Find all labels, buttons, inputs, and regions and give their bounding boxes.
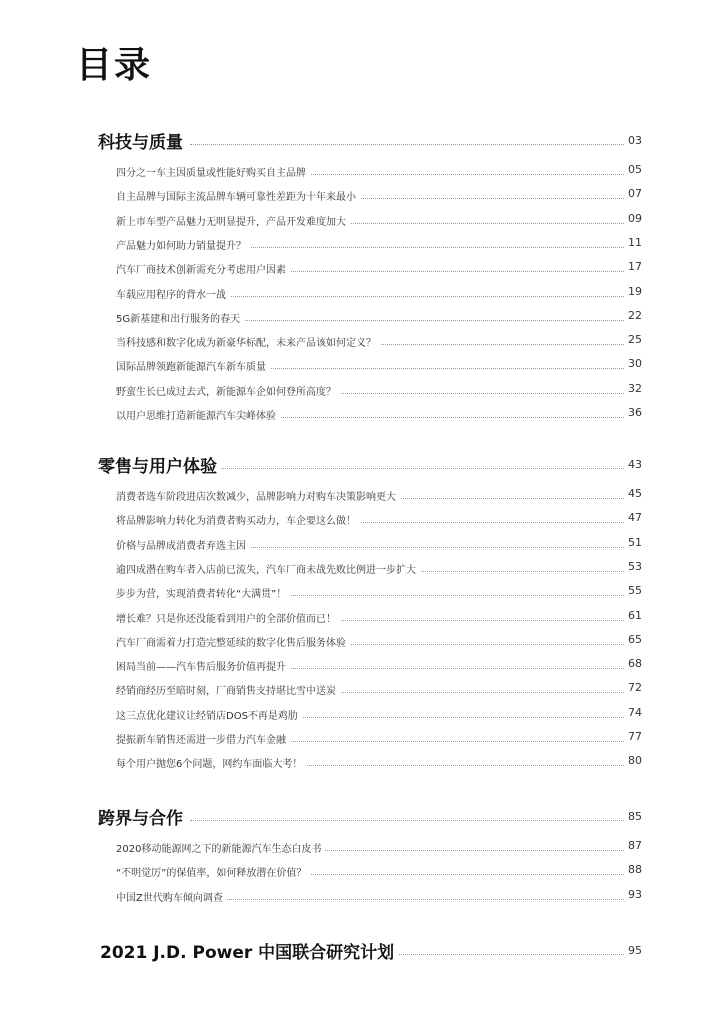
page-number: 65 xyxy=(624,633,642,646)
page-number: 11 xyxy=(624,236,642,249)
page-number: 74 xyxy=(624,706,642,719)
toc-entry[interactable] xyxy=(0,559,724,579)
toc-entry-title: 汽车厂商需着力打造完整延续的数字化售后服务体验 xyxy=(116,634,350,649)
toc-entry[interactable] xyxy=(0,583,724,603)
toc-entry[interactable] xyxy=(0,235,724,255)
page-number: 07 xyxy=(624,187,642,200)
toc-entry-title: “不明觉厉”的保值率，如何释放潜在价值？ xyxy=(116,864,310,879)
toc-entry[interactable] xyxy=(0,632,724,652)
page-number: 68 xyxy=(624,657,642,670)
page-number: 47 xyxy=(624,511,642,524)
toc-entry-title: 经销商经历至暗时刻，厂商销售支持堪比雪中送炭 xyxy=(116,682,340,697)
page-number: 55 xyxy=(624,584,642,597)
page-number: 32 xyxy=(624,382,642,395)
dot-leader xyxy=(200,547,638,548)
page-number: 80 xyxy=(624,754,642,767)
page-number: 51 xyxy=(624,536,642,549)
toc-entry[interactable] xyxy=(0,510,724,530)
toc-entry[interactable] xyxy=(0,656,724,676)
toc-entry-title: 四分之一车主因质量或性能好购买自主品牌 xyxy=(116,164,310,179)
page-number: 95 xyxy=(624,944,642,957)
page-number: 43 xyxy=(624,458,642,471)
page-number: 36 xyxy=(624,406,642,419)
toc-section-title: 跨界与合作 xyxy=(98,804,187,829)
toc-entry-title: 中国Z世代购车倾向调查 xyxy=(116,889,227,904)
page-number: 05 xyxy=(624,163,642,176)
toc-entry[interactable] xyxy=(0,162,724,182)
page-number: 93 xyxy=(624,888,642,901)
dot-leader xyxy=(200,296,638,297)
page-number: 88 xyxy=(624,863,642,876)
page-title: 目录 xyxy=(76,45,153,86)
toc-entry[interactable] xyxy=(0,186,724,206)
toc-entry-title: 车载应用程序的背水一战 xyxy=(116,286,230,301)
page-number: 30 xyxy=(624,357,642,370)
page-number: 85 xyxy=(624,810,642,823)
toc-entry[interactable] xyxy=(0,608,724,628)
toc-section[interactable] xyxy=(0,938,724,963)
page-number: 25 xyxy=(624,333,642,346)
toc-entry-title: 步步为营，实现消费者转化“大满贯”！ xyxy=(116,585,290,600)
toc-entry-title: 消费者选车阶段进店次数减少，品牌影响力对购车决策影响更大 xyxy=(116,488,400,503)
toc-section-title: 科技与质量 xyxy=(98,128,187,153)
page-number: 19 xyxy=(624,285,642,298)
page-number: 72 xyxy=(624,681,642,694)
dot-leader xyxy=(390,954,638,955)
page-number: 45 xyxy=(624,487,642,500)
toc-entry-title: 产品魅力如何助力销量提升？ xyxy=(116,237,250,252)
toc-entry-title: 每个用户抛您6个问题，网约车面临大考！ xyxy=(116,755,306,770)
toc-entry[interactable] xyxy=(0,308,724,328)
page-number: 61 xyxy=(624,609,642,622)
dot-leader xyxy=(200,320,638,321)
toc-entry-title: 国际品牌领跑新能源汽车新车质量 xyxy=(116,358,270,373)
toc-entry-title: 价格与品牌成消费者弃选主因 xyxy=(116,537,250,552)
toc-entry[interactable] xyxy=(0,259,724,279)
toc-entry[interactable] xyxy=(0,405,724,425)
toc-entry-title: 逾四成潜在购车者入店前已流失，汽车厂商未战先败比例进一步扩大 xyxy=(116,561,420,576)
toc-section-title: 2021 J.D. Power 中国联合研究计划 xyxy=(100,938,398,963)
toc-entry-title: 当科技感和数字化成为新豪华标配，未来产品该如何定义？ xyxy=(116,334,380,349)
toc-entry[interactable] xyxy=(0,381,724,401)
page-number: 03 xyxy=(624,134,642,147)
toc-entry[interactable] xyxy=(0,705,724,725)
toc-entry[interactable] xyxy=(0,862,724,882)
dot-leader xyxy=(190,820,638,821)
toc-entry-title: 自主品牌与国际主流品牌车辆可靠性差距为十年来最小 xyxy=(116,188,360,203)
page-number: 09 xyxy=(624,212,642,225)
toc-entry[interactable] xyxy=(0,486,724,506)
toc-entry-title: 新上市车型产品魅力无明显提升，产品开发难度加大 xyxy=(116,213,350,228)
toc-entry[interactable] xyxy=(0,753,724,773)
toc-entry-title: 汽车厂商技术创新需充分考虑用户因素 xyxy=(116,261,290,276)
page-number: 77 xyxy=(624,730,642,743)
toc-entry-title: 增长难？只是你还没能看到用户的全部价值而已！ xyxy=(116,610,340,625)
toc-section[interactable] xyxy=(0,804,724,829)
dot-leader xyxy=(190,468,638,469)
toc-entry[interactable] xyxy=(0,680,724,700)
toc-entry[interactable] xyxy=(0,211,724,231)
toc-section[interactable] xyxy=(0,128,724,153)
toc-entry[interactable] xyxy=(0,356,724,376)
toc-entry[interactable] xyxy=(0,887,724,907)
dot-leader xyxy=(190,144,638,145)
toc-entry-title: 以用户思维打造新能源汽车尖峰体验 xyxy=(116,407,280,422)
toc-section[interactable] xyxy=(0,452,724,477)
toc-entry-title: 这三点优化建议让经销店DOS不再是鸡肋 xyxy=(116,707,302,722)
dot-leader xyxy=(200,899,638,900)
toc-entry-title: 提振新车销售还需进一步借力汽车金融 xyxy=(116,731,290,746)
page-number: 22 xyxy=(624,309,642,322)
toc-entry-title: 将品牌影响力转化为消费者购买动力，车企要这么做！ xyxy=(116,512,360,527)
toc-entry[interactable] xyxy=(0,838,724,858)
page-number: 53 xyxy=(624,560,642,573)
toc-entry[interactable] xyxy=(0,729,724,749)
toc-entry-title: 野蛮生长已成过去式，新能源车企如何登所高度？ xyxy=(116,383,340,398)
toc-entry-title: 困局当前——汽车售后服务价值再提升 xyxy=(116,658,290,673)
toc-entry-title: 2020移动能源网之下的新能源汽车生态白皮书 xyxy=(116,840,325,855)
toc-entry[interactable] xyxy=(0,332,724,352)
dot-leader xyxy=(200,247,638,248)
toc-section-title: 零售与用户体验 xyxy=(98,452,221,477)
page-number: 87 xyxy=(624,839,642,852)
toc-entry[interactable] xyxy=(0,535,724,555)
page-number: 17 xyxy=(624,260,642,273)
toc-entry[interactable] xyxy=(0,284,724,304)
toc-entry-title: 5G新基建和出行服务的春天 xyxy=(116,310,244,325)
